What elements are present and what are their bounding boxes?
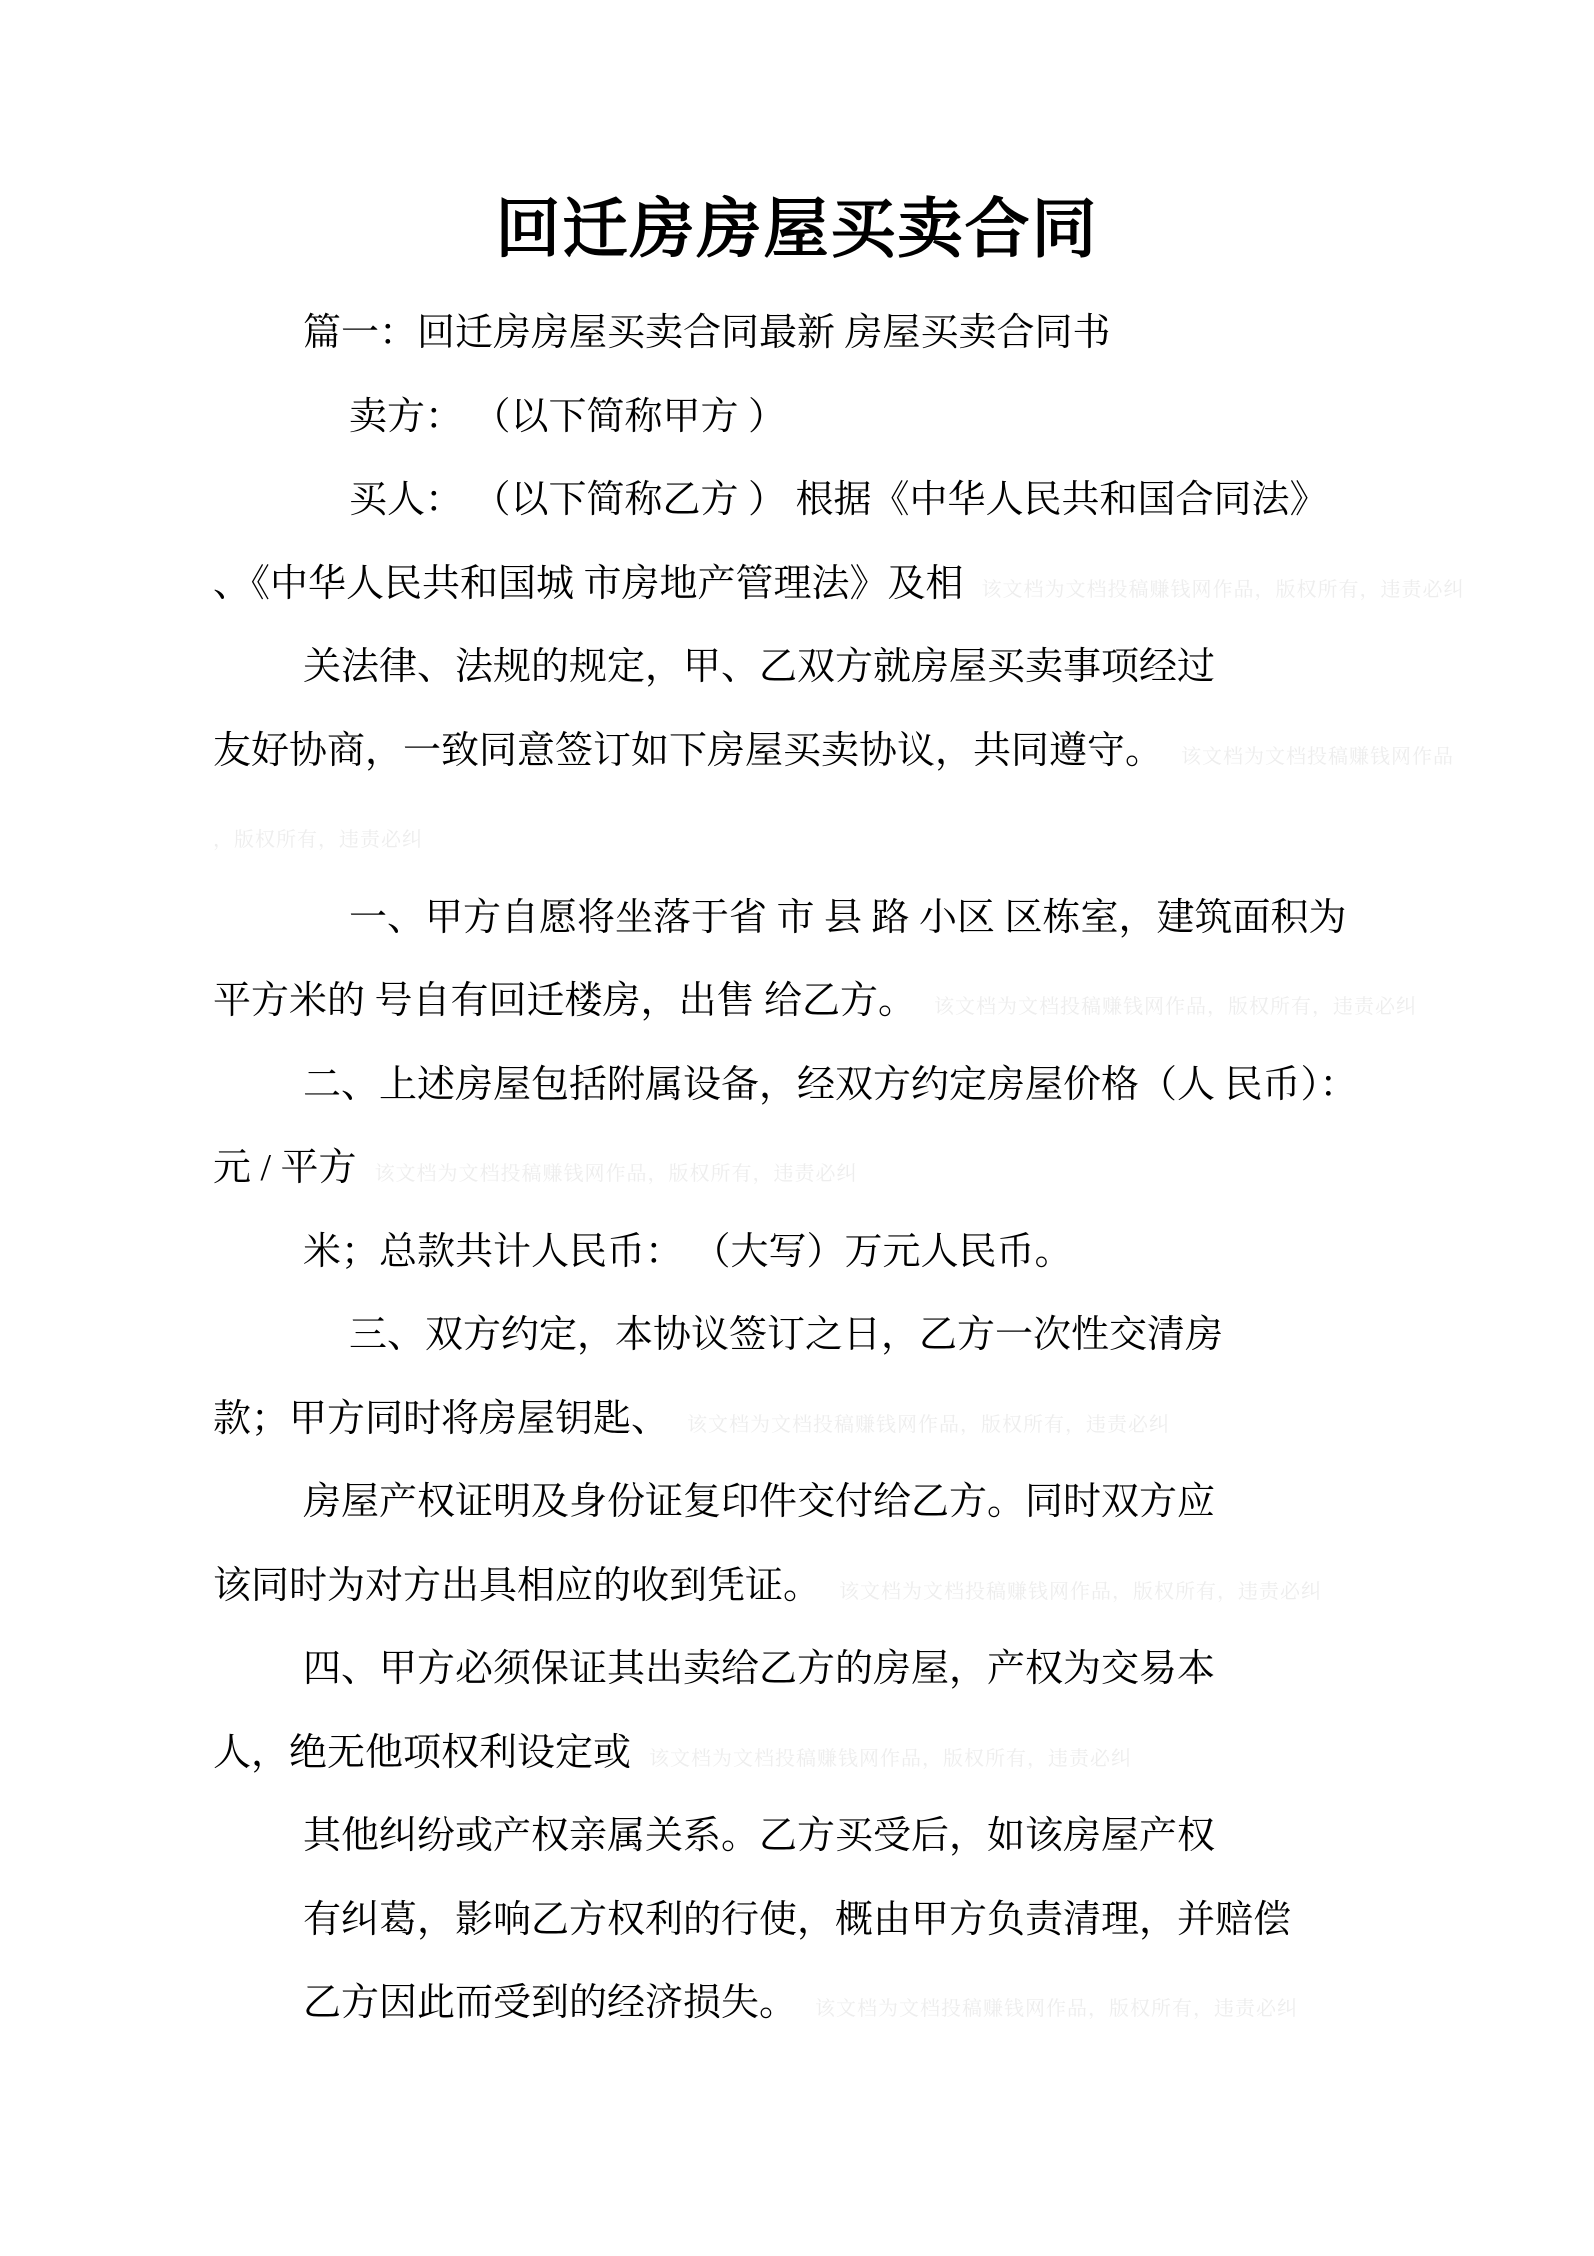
line-text: 乙方因此而受到的经济损失。 xyxy=(303,1982,798,2024)
line-text: 一、甲方自愿将坐落于省 市 县 路 小区 区栋室，建筑面积为 xyxy=(349,896,1347,939)
document-line xyxy=(213,980,1417,1024)
document-line xyxy=(213,1899,1291,1943)
watermark-text: 该文档为文档投稿赚钱网作品，版权所有，违责必纠 xyxy=(815,1998,1299,2020)
line-text: 关法律、法规的规定，甲、乙双方就房屋买卖事项经过 xyxy=(303,646,1216,688)
document-line xyxy=(213,479,1328,523)
document-line xyxy=(213,1648,1215,1692)
line-text: 三、双方约定，本协议签订之日，乙方一次性交清房 xyxy=(349,1314,1224,1356)
document-title: 回迁房房屋买卖合同 xyxy=(495,192,1099,265)
watermark-text: 该文档为文档投稿赚钱网作品，版权所有，违责必纠 xyxy=(687,1413,1171,1436)
watermark-text: 该文档为文档投稿赚钱网作品，版权所有，违责必纠 xyxy=(934,996,1418,1018)
document-line xyxy=(213,1732,1132,1776)
document-line xyxy=(213,1147,858,1191)
document-line xyxy=(213,1231,1073,1275)
line-text: 有纠葛，影响乙方权利的行使，概由甲方负责清理，并赔偿 xyxy=(303,1898,1292,1941)
line-text: 卖方： （以下简称甲方 ） xyxy=(349,395,787,438)
document-line xyxy=(213,1481,1215,1525)
line-text: 二、上述房屋包括附属设备，经双方约定房屋价格（人 民币）： xyxy=(303,1063,1358,1106)
watermark-text: 该文档为文档投稿赚钱网作品，版权所有，违责必纠 xyxy=(839,1580,1323,1603)
document-line xyxy=(213,563,1465,607)
document-line xyxy=(213,897,1347,941)
line-text: 友好协商，一致同意签订如下房屋买卖协议，共同遵守。 xyxy=(213,729,1164,772)
document-line xyxy=(213,1064,1358,1108)
line-text: 其他纠纷或产权亲属关系。乙方买受后，如该房屋产权 xyxy=(303,1815,1216,1857)
line-text: 四、甲方必须保证其出卖给乙方的房屋，产权为交易本 xyxy=(303,1648,1216,1690)
document-line xyxy=(213,396,786,440)
line-text: 人，绝无他项权利设定或 xyxy=(213,1731,632,1774)
line-text: 款；甲方同时将房屋钥匙、 xyxy=(213,1397,670,1440)
line-text: 该同时为对方出具相应的收到凭证。 xyxy=(213,1564,822,1607)
document-body xyxy=(213,0,1465,2256)
document-line xyxy=(213,1314,1223,1358)
watermark-text: 该文档为文档投稿赚钱网作品，版权所有，违责必纠 xyxy=(649,1747,1133,1770)
document-line xyxy=(213,646,1215,690)
line-text: 房屋产权证明及身份证复印件交付给乙方。同时双方应 xyxy=(303,1481,1216,1523)
document-line xyxy=(213,1565,1322,1609)
watermark-text: 该文档为文档投稿赚钱网作品，版权所有，违责必纠 xyxy=(981,578,1465,601)
document-line xyxy=(213,1815,1215,1859)
document-line xyxy=(213,1398,1170,1442)
watermark-text: 该文档为文档投稿赚钱网作品，版权所有，违责必纠 xyxy=(374,1163,858,1185)
line-text: 买人： （以下简称乙方 ） 根据《中华人民共和国合同法》 xyxy=(349,479,1328,521)
line-text: 平方米的 号自有回迁楼房，出售 给乙方。 xyxy=(213,980,917,1022)
document-line xyxy=(213,730,1454,774)
line-text: 元 / 平方 xyxy=(213,1147,357,1189)
watermark-text: ，版权所有，违责必纠 xyxy=(213,829,423,851)
watermark-text: 该文档为文档投稿赚钱网作品 xyxy=(1181,745,1455,768)
document-line xyxy=(213,1982,1298,2026)
line-text: 、《中华人民共和国城 市房地产管理法》及相 xyxy=(213,562,964,605)
document-line xyxy=(213,312,1111,356)
line-text: 米；总款共计人民币： （大写）万元人民币。 xyxy=(303,1230,1073,1273)
line-text: 篇一：回迁房房屋买卖合同最新 房屋买卖合同书 xyxy=(303,312,1111,354)
document-line xyxy=(213,813,423,857)
